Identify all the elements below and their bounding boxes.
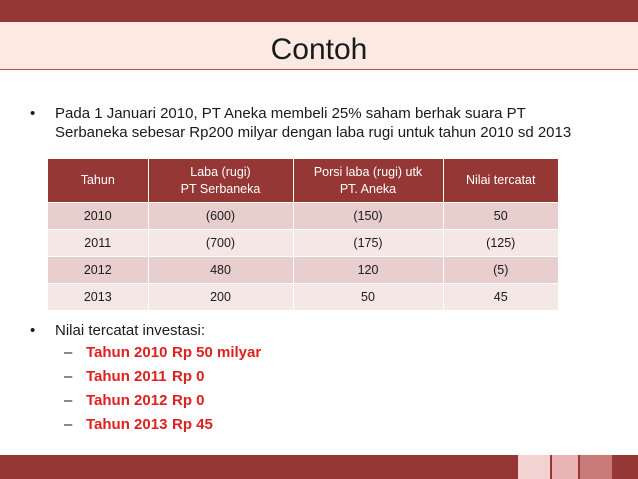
slide-title: Contoh (270, 33, 368, 66)
table-cell: 2011 (48, 230, 148, 257)
equity-table (48, 159, 558, 310)
intro-text: Pada 1 Januari 2010, PT Aneka membeli 25% saham berhak suara PT Serbaneka sebesar Rp200 milyar dengan laba rugi untuk tahun 2010 sd 2013 (55, 105, 572, 141)
bullet-marker: • (30, 105, 36, 122)
bullet-marker: • (30, 322, 36, 339)
list-item-amount: Rp 0 (172, 368, 205, 385)
table-header-row (48, 159, 558, 203)
header-cell: Nilai tercatat (443, 159, 558, 203)
list-item-year: Tahun 2012 (86, 392, 168, 409)
list-item-amount: Rp 45 (172, 416, 213, 433)
dash-marker: – (64, 392, 73, 409)
list-item-amount: Rp 0 (172, 392, 205, 409)
dash-marker: – (64, 368, 73, 385)
footer-square (518, 455, 550, 479)
table-row (48, 230, 558, 257)
table-cell: 2010 (48, 203, 148, 230)
header-cell: Laba (rugi) PT Serbaneka (148, 159, 293, 203)
table-cell: 200 (148, 284, 293, 311)
dash-marker: – (64, 416, 73, 433)
table-cell: 2012 (48, 257, 148, 284)
table-cell: 50 (293, 284, 443, 311)
table-cell: (700) (148, 230, 293, 257)
list-item-year: Tahun 2011 (86, 368, 167, 385)
header-cell: Porsi laba (rugi) utk PT. Aneka (293, 159, 443, 203)
table-row (48, 203, 558, 230)
table-cell: 50 (443, 203, 558, 230)
footer-square (552, 455, 578, 479)
table-cell: 480 (148, 257, 293, 284)
footer-square (580, 455, 612, 479)
table-cell: (125) (443, 230, 558, 257)
dash-marker: – (64, 344, 73, 361)
summary-heading: Nilai tercatat investasi: (55, 322, 206, 339)
header-cell: Tahun (48, 159, 148, 203)
table-cell: (175) (293, 230, 443, 257)
table-cell: (600) (148, 203, 293, 230)
table-cell: 45 (443, 284, 558, 311)
top-accent-bar (0, 0, 638, 22)
table-row (48, 257, 558, 284)
list-item-year: Tahun 2010 (86, 344, 168, 361)
table-cell: (150) (293, 203, 443, 230)
list-item-amount: Rp 50 milyar (172, 344, 262, 361)
table-cell: 2013 (48, 284, 148, 311)
table-row (48, 284, 558, 311)
table-cell: (5) (443, 257, 558, 284)
list-item-year: Tahun 2013 (86, 416, 168, 433)
table-cell: 120 (293, 257, 443, 284)
